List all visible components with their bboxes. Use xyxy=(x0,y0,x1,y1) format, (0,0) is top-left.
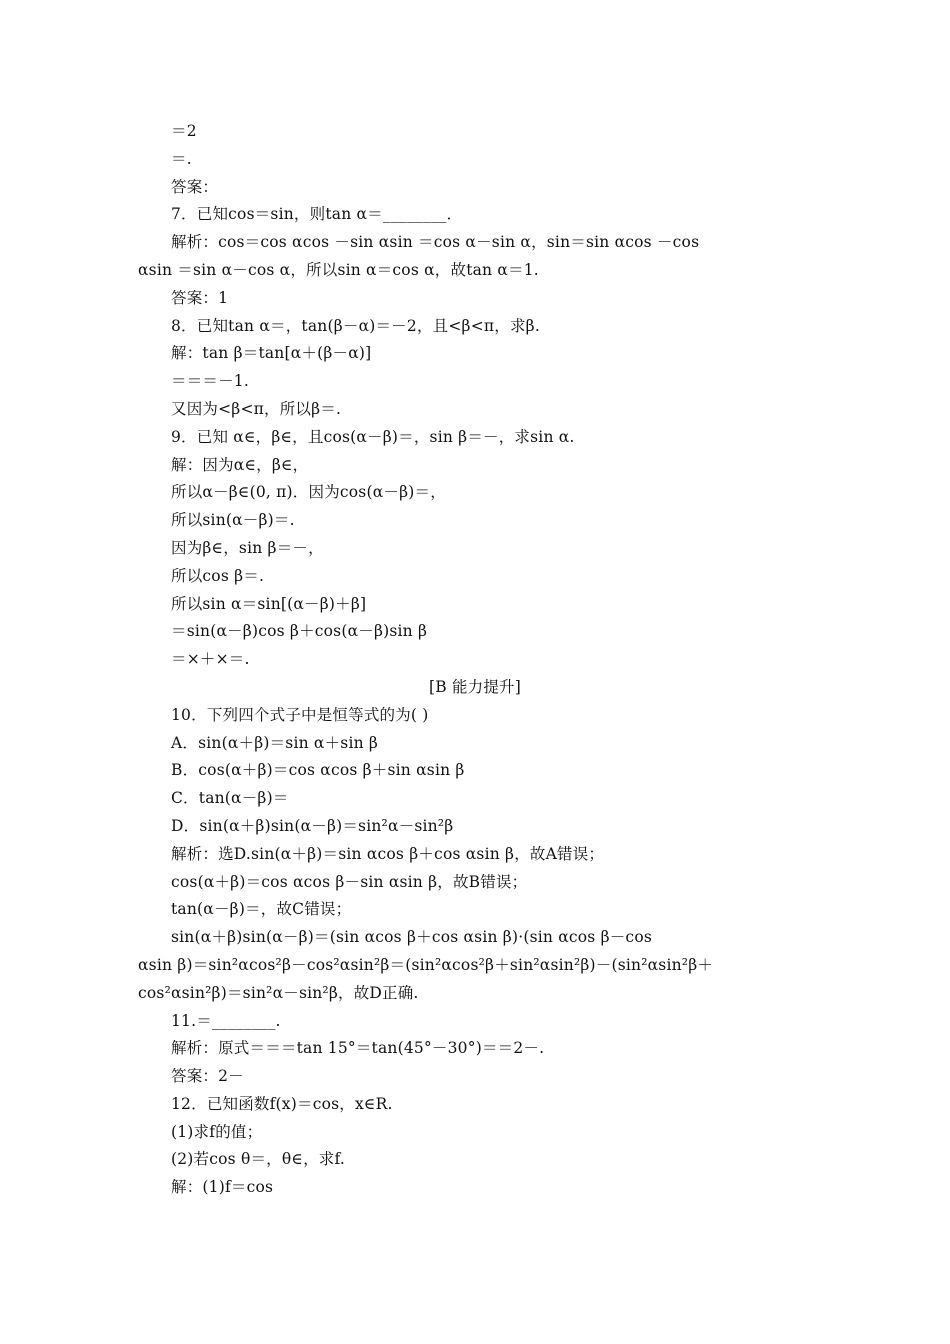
text-line: tan(α－β)＝，故C错误； xyxy=(171,900,352,919)
text-line: αsin β)＝sin²αcos²β－cos²αsin²β＝(sin²αcos²β＋sin²αsin²β)－(sin²αsin²β＋ xyxy=(138,955,714,974)
text-line: 解析：cos＝cos αcos －sin αsin ＝cos α－sin α，sin＝sin αcos －cos xyxy=(171,233,700,252)
text-line: 解：因为α∈，β∈， xyxy=(171,455,309,474)
text-line: 所以cos β＝. xyxy=(171,566,265,585)
text-line: 又因为<β<π，所以β＝. xyxy=(171,399,342,418)
text-line: ＝×＋×＝. xyxy=(171,650,250,669)
text-line: 解析：选D.sin(α＋β)＝sin αcos β＋cos αsin β，故A错误； xyxy=(171,844,605,863)
text-line: αsin ＝sin α－cos α，所以sin α＝cos α，故tan α＝1. xyxy=(138,260,539,279)
text-line: sin(α＋β)sin(α－β)＝(sin αcos β＋cos αsin β)·(sin αcos β－cos xyxy=(171,928,652,947)
text-line: (1)求f的值； xyxy=(171,1122,263,1141)
text-line: 因为β∈，sin β＝－， xyxy=(171,538,324,557)
text-line: cos(α＋β)＝cos αcos β－sin αsin β，故B错误； xyxy=(171,872,528,891)
text-line: 解：(1)f＝cos xyxy=(171,1178,274,1197)
text-line: ＝. xyxy=(171,149,192,168)
text-line: 答案：1 xyxy=(171,288,229,307)
text-line: B．cos(α＋β)＝cos αcos β＋sin αsin β xyxy=(171,761,465,780)
text-line: 解：tan β＝tan[α＋(β－α)] xyxy=(171,344,372,363)
text-line: 解析：原式＝＝＝tan 15°＝tan(45°－30°)＝＝2－. xyxy=(171,1039,545,1058)
text-line: 7．已知cos＝sin，则tan α＝________． xyxy=(171,205,463,224)
section-heading: [B 能力提升] xyxy=(428,677,521,696)
text-line: cos²αsin²β)＝sin²α－sin²β，故D正确. xyxy=(138,983,419,1002)
text-line: 所以sin α＝sin[(α－β)＋β] xyxy=(171,594,367,613)
text-line: 答案： xyxy=(171,177,219,196)
text-line: 12．已知函数f(x)＝cos，x∈R. xyxy=(171,1094,393,1113)
text-line: A．sin(α＋β)＝sin α＋sin β xyxy=(171,733,379,752)
text-line: 8．已知tan α＝，tan(β－α)＝－2，且<β<π，求β. xyxy=(171,316,540,335)
text-line: ＝＝＝－1. xyxy=(171,372,249,391)
text-line: ＝sin(α－β)cos β＋cos(α－β)sin β xyxy=(171,622,428,641)
text-line: 9．已知 α∈，β∈，且cos(α－β)＝，sin β＝－，求sin α. xyxy=(171,427,575,446)
text-line: D．sin(α＋β)sin(α－β)＝sin²α－sin²β xyxy=(171,816,454,835)
document-body xyxy=(0,118,950,1202)
text-line: 所以sin(α－β)＝. xyxy=(171,511,295,530)
text-line: 答案：2－ xyxy=(171,1067,244,1086)
text-line: 所以α－β∈(0, π)．因为cos(α－β)＝， xyxy=(171,483,446,502)
text-line: C．tan(α－β)＝ xyxy=(171,789,289,808)
text-line: (2)若cos θ＝，θ∈，求f. xyxy=(171,1150,345,1169)
text-line: ＝2 xyxy=(171,122,197,140)
text-line: 11.＝________. xyxy=(171,1011,281,1030)
text-line: 10．下列四个式子中是恒等式的为( ) xyxy=(171,705,429,724)
